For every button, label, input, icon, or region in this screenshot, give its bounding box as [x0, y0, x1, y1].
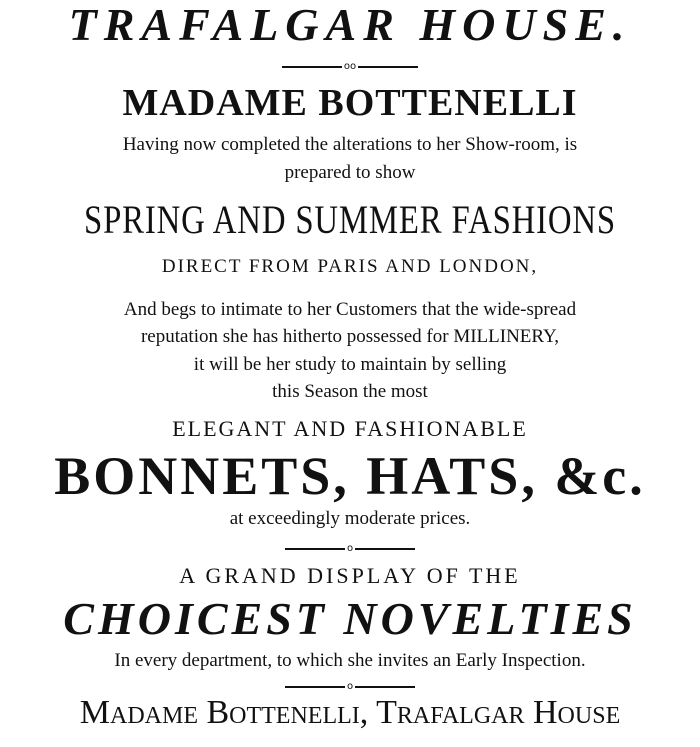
headline-choicest-novelties: CHOICEST NOVELTIES	[63, 593, 637, 644]
intro-line-1: Having now completed the alterations to her Show-room, is	[122, 134, 578, 155]
divider-bar	[285, 548, 345, 550]
body-line-3: it will be her study to maintain by selling	[193, 354, 507, 375]
body-line-4: this Season the most	[272, 381, 428, 402]
divider-bar	[282, 66, 342, 68]
direct-from-line: DIRECT FROM PARIS AND LONDON,	[161, 256, 539, 277]
headline-bonnets-hats: BONNETS, HATS, &c.	[54, 446, 646, 506]
headline-trafalgar-house: TRAFALGAR HOUSE.	[68, 0, 632, 50]
divider-rule-top	[0, 62, 700, 72]
divider-ornament: o	[346, 543, 354, 554]
divider-bar	[355, 686, 415, 688]
intro-line-2: prepared to show	[284, 162, 416, 183]
headline-spring-summer: SPRING AND SUMMER FASHIONS	[84, 197, 616, 242]
divider-ornament: o	[346, 681, 354, 692]
prices-line: at exceedingly moderate prices.	[229, 508, 471, 529]
divider-bar	[285, 686, 345, 688]
divider-rule-bottom	[0, 682, 700, 692]
elegant-fashionable-line: ELEGANT AND FASHIONABLE	[172, 416, 528, 441]
divider-bar	[355, 548, 415, 550]
grand-display-line: A GRAND DISPLAY OF THE	[179, 563, 521, 588]
divider-rule-middle	[0, 544, 700, 554]
footer-signature: Madame Bottenelli, Trafalgar House	[79, 694, 621, 731]
divider-ornament: oo	[343, 61, 357, 72]
inspection-line: In every department, to which she invites an Early Inspection.	[114, 650, 586, 671]
divider-bar	[358, 66, 418, 68]
proprietor-name: MADAME BOTTENELLI	[122, 82, 578, 124]
body-line-2: reputation she has hitherto possessed for MILLINERY,	[140, 326, 560, 347]
body-line-1: And begs to intimate to her Customers that the wide-spread	[123, 299, 577, 320]
